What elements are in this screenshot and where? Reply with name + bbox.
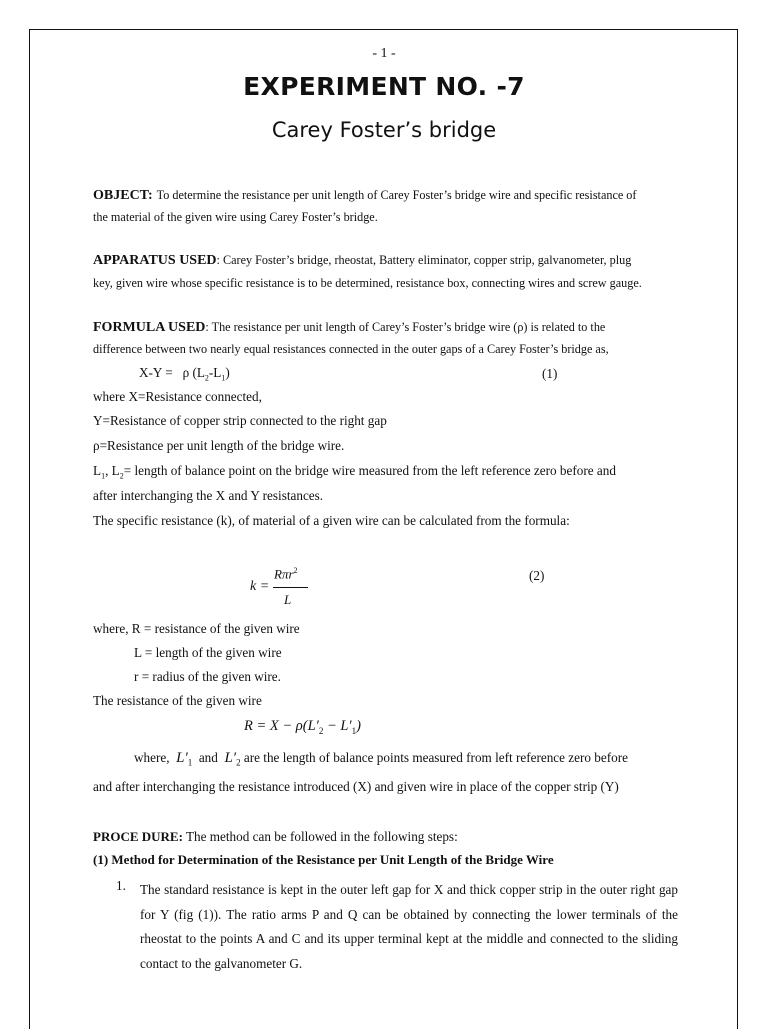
procedure-heading: [93, 828, 458, 846]
fraction-bar: [273, 587, 308, 588]
where-r-resistance: where, R = resistance of the given wire: [93, 621, 300, 636]
formula-label: FORMULA USED: [93, 320, 206, 335]
specific-resistance-text: The specific resistance (k), of material of a given wire can be calculated from the formula:: [93, 513, 570, 528]
equation-1: X-Y = ρ $(L_2-L_1)$: [139, 365, 230, 383]
object-line-1: [93, 186, 636, 204]
where-r-radius: r = radius of the given wire.: [134, 669, 281, 684]
list-item-number: 1.: [116, 878, 126, 893]
apparatus-line-1: [93, 251, 631, 269]
apparatus-text-1: : Carey Foster’s bridge, rheostat, Battery eliminator, copper strip, galvanometer, plug: [216, 253, 632, 267]
procedure-subheading: (1) Method for Determination of the Resistance per Unit Length of the Bridge Wire: [93, 852, 554, 867]
equation-3: $R = X - \rho(L'_2 - L'_1)$: [244, 718, 361, 736]
equation-2-number: (2): [529, 568, 545, 583]
formula-line-1: [93, 318, 605, 336]
procedure-label: PROCE DURE:: [93, 829, 183, 844]
page-title: EXPERIMENT NO. -7: [243, 72, 525, 101]
object-text-1: To determine the resistance per unit length of Carey Foster’s bridge wire and specific resistance of: [156, 188, 637, 202]
where-x: where X=Resistance connected,: [93, 389, 262, 404]
where-l-line-2: after interchanging the X and Y resistances.: [93, 488, 324, 503]
formula-text-1: : The resistance per unit length of Carey’s Foster’s bridge wire (ρ) is related to the: [205, 320, 606, 334]
apparatus-line-2: key, given wire whose specific resistance is to be determined, resistance box, connecting wires and screw gauge.: [93, 276, 642, 290]
given-wire-resistance-text: The resistance of the given wire: [93, 693, 262, 708]
where-l-line-1: $L_1$, $L_2=$ length of balance point on the bridge wire measured from the left reference zero before and: [93, 463, 616, 481]
equation-2: k = Rπr$^2$ L: [250, 563, 330, 613]
apparatus-label: APPARATUS USED: [93, 253, 217, 268]
where-y: Y=Resistance of copper strip connected to the right gap: [93, 413, 387, 428]
page-subtitle: Carey Foster’s bridge: [271, 118, 497, 142]
equation-1-number: (1): [542, 366, 558, 381]
formula-line-2: difference between two nearly equal resistances connected in the outer gaps of a Carey Foster’s bridge as,: [93, 342, 609, 356]
object-label: OBJECT:: [93, 188, 153, 203]
page-number: - 1 -: [372, 46, 396, 61]
where-l-length: L = length of the given wire: [134, 645, 282, 660]
list-item-text: The standard resistance is kept in the outer left gap for X and thick copper strip in the outer right gap for Y (fig (1)). The ratio arms P and Q can be obtained by connecting the lower terminals of the rheostat to the points A and C and its upper terminal kept at the middle and connected to the sliding contact to the galvanometer G.: [140, 882, 678, 971]
equation-2-denominator: L: [284, 592, 292, 607]
where-primes-line-1: where, $L'_1$ and $L'_2$ are the length of balance points measured from left reference zero before: [134, 750, 628, 768]
object-line-2: the material of the given wire using Carey Foster’s bridge.: [93, 210, 378, 224]
equation-2-numerator: Rπr$^2$: [274, 566, 298, 582]
where-rho: ρ=Resistance per unit length of the bridge wire.: [93, 438, 345, 453]
procedure-intro: The method can be followed in the following steps:: [182, 829, 458, 844]
where-primes-line-2: and after interchanging the resistance introduced (X) and given wire in place of the copper strip (Y): [93, 779, 619, 794]
